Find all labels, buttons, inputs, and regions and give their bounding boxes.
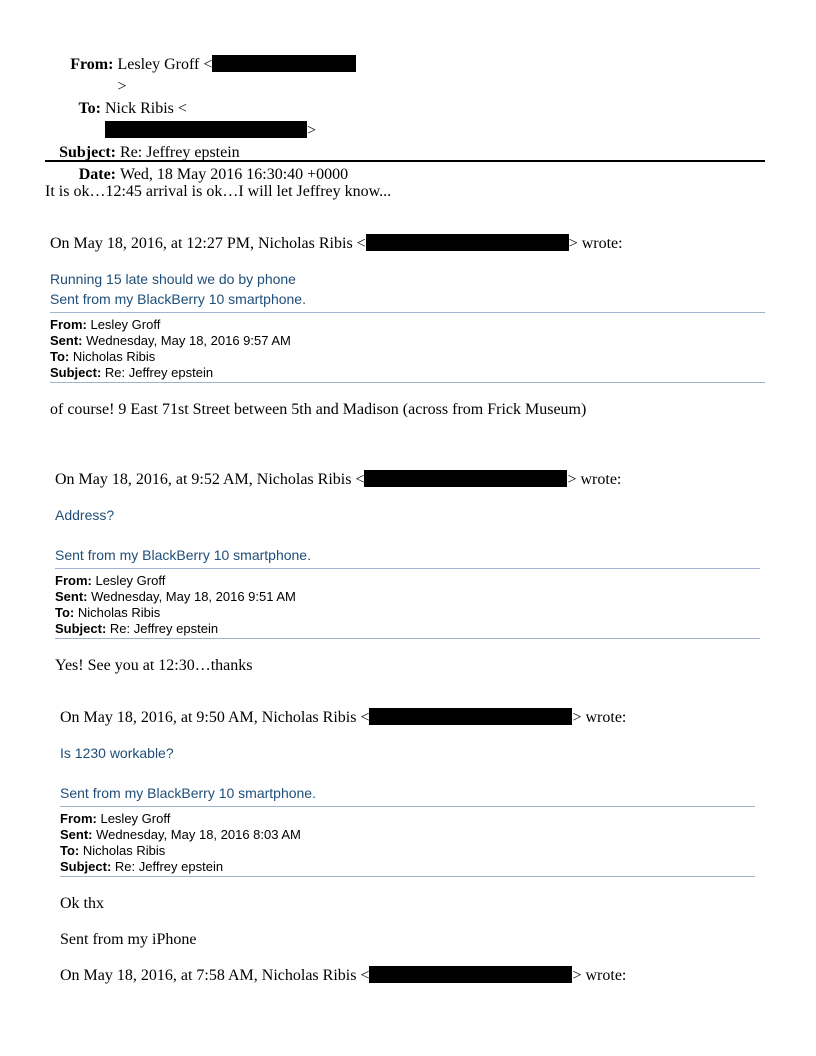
to-row <box>0 98 360 142</box>
from-label: From: <box>70 56 114 73</box>
to-value: Nick Ribis <> <box>104 100 317 139</box>
quote-intro: On May 18, 2016, at 7:58 AM, Nicholas Ribis < > wrote: <box>60 967 627 984</box>
reply-body: Address? <box>55 507 115 523</box>
to-row: To: Nicholas Ribis <box>60 843 166 858</box>
subject-row: Subject: Re: Jeffrey epstein <box>50 365 214 380</box>
quote-divider <box>50 312 765 313</box>
forwarded-header <box>55 573 296 637</box>
email-header <box>0 54 360 186</box>
to-row: To: Nicholas Ribis <box>50 349 156 364</box>
redaction-bar <box>364 470 567 487</box>
to-label: To: <box>78 100 101 117</box>
redaction-bar <box>369 708 572 725</box>
from-row: From: Lesley Groff <box>60 811 171 826</box>
message-signature: Sent from my iPhone <box>60 931 197 948</box>
quote-divider <box>60 806 755 807</box>
reply-signature: Sent from my BlackBerry 10 smartphone. <box>60 785 316 801</box>
from-row: From: Lesley Groff <box>55 573 166 588</box>
message-body: of course! 9 East 71st Street between 5th and Madison (across from Frick Museum) <box>50 401 587 418</box>
sent-row: Sent: Wednesday, May 18, 2016 8:03 AM <box>60 827 301 842</box>
message-body: Ok thx <box>60 895 104 912</box>
subject-row: Subject: Re: Jeffrey epstein <box>55 621 219 636</box>
sent-row: Sent: Wednesday, May 18, 2016 9:51 AM <box>55 589 296 604</box>
sent-row: Sent: Wednesday, May 18, 2016 9:57 AM <box>50 333 291 348</box>
quote-intro: On May 18, 2016, at 9:50 AM, Nicholas Ribis < > wrote: <box>60 709 627 726</box>
reply-signature: Sent from my BlackBerry 10 smartphone. <box>50 291 306 307</box>
reply-body: Running 15 late should we do by phone <box>50 271 296 287</box>
subject-value: Re: Jeffrey epstein <box>120 144 240 161</box>
from-row: From: Lesley Groff <box>50 317 161 332</box>
date-value: Wed, 18 May 2016 16:30:40 +0000 <box>120 166 349 183</box>
quote-divider <box>60 876 755 877</box>
redaction-bar <box>212 55 356 72</box>
redaction-bar <box>366 234 569 251</box>
from-row <box>0 54 360 98</box>
redaction-bar <box>105 121 307 138</box>
quote-intro: On May 18, 2016, at 9:52 AM, Nicholas Ribis < > wrote: <box>55 471 622 488</box>
subject-row: Subject: Re: Jeffrey epstein <box>60 859 224 874</box>
message-body: Yes! See you at 12:30…thanks <box>55 657 253 674</box>
quote-divider <box>55 568 760 569</box>
to-row: To: Nicholas Ribis <box>55 605 161 620</box>
forwarded-header <box>60 811 301 875</box>
header-divider <box>45 160 765 162</box>
reply-signature: Sent from my BlackBerry 10 smartphone. <box>55 547 311 563</box>
quote-intro: On May 18, 2016, at 12:27 PM, Nicholas Ribis < > wrote: <box>50 235 623 252</box>
redaction-bar <box>369 966 572 983</box>
message-body: It is ok…12:45 arrival is ok…I will let Jeffrey know... <box>45 183 392 200</box>
from-value: Lesley Groff <> <box>117 54 360 98</box>
subject-label: Subject: <box>59 144 116 161</box>
quote-divider <box>55 638 760 639</box>
quote-divider <box>50 382 765 383</box>
date-label: Date: <box>78 166 116 183</box>
forwarded-header <box>50 317 291 381</box>
reply-body: Is 1230 workable? <box>60 745 174 761</box>
